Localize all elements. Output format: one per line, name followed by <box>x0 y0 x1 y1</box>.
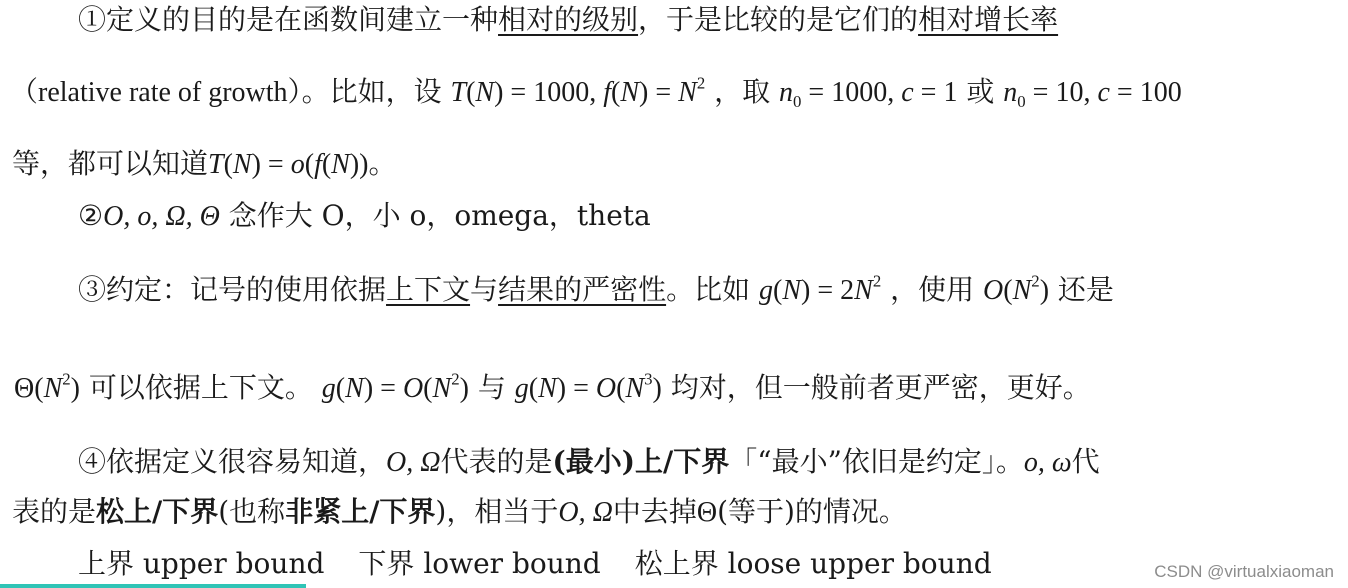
watermark: CSDN @virtualxiaoman <box>1154 562 1334 581</box>
exponent: 2 <box>1031 271 1040 291</box>
math-symbols: O, Ω <box>558 497 613 528</box>
math: ) = <box>639 77 679 108</box>
text: ，使用 <box>890 273 975 306</box>
math: = 100 <box>1109 77 1182 108</box>
text: 均对，但一般前者更严密，更好。 <box>670 371 1091 404</box>
term-loose-upper-bound: 松上界 loose upper bound <box>634 547 992 580</box>
subscript: 0 <box>1017 91 1026 111</box>
text: 与 <box>477 371 506 404</box>
paragraph-3-line-1 <box>78 272 1114 309</box>
paren: ( <box>773 275 783 306</box>
exponent: 2 <box>62 369 71 389</box>
paragraph-3-line-2 <box>14 370 1091 407</box>
math-N: N <box>854 275 873 306</box>
paren: ) <box>70 373 80 404</box>
paragraph-1-line-3 <box>12 146 397 183</box>
math-symbols: o, ω <box>1023 447 1072 478</box>
paragraph-4-line-1 <box>78 444 1100 481</box>
math-N: N <box>625 373 645 404</box>
math-n: n <box>779 77 794 108</box>
circled-number-2: ② <box>78 199 104 232</box>
exponent: 2 <box>872 271 882 291</box>
math-T: T <box>208 149 224 180</box>
text: 表的是 <box>12 495 97 528</box>
paragraph-1-line-2 <box>10 74 1182 111</box>
circled-number-1: ① <box>78 3 107 36</box>
circled-number-4: ④ <box>78 445 107 478</box>
math: ) = <box>251 149 291 180</box>
english-paren: （relative rate of growth） <box>10 77 302 108</box>
paren: ( <box>223 149 233 180</box>
term-lower-bound: 下界 lower bound <box>358 547 601 580</box>
underlined-term: 相对的级别 <box>498 3 639 36</box>
text: ，取 <box>714 75 771 108</box>
bold-term: (最小)上/下界 <box>552 445 730 478</box>
math: ) = 1000, <box>494 77 604 108</box>
paren: ( <box>528 373 539 404</box>
paragraph-2 <box>78 198 651 235</box>
text: 等，都可以知道 <box>12 147 209 180</box>
paren: ) <box>652 373 662 404</box>
underlined-term: 上下文 <box>386 273 471 306</box>
subscript: 0 <box>793 91 802 111</box>
math-N: N <box>620 77 639 108</box>
text: )，相当于 <box>435 495 559 528</box>
text: 。比如 <box>666 273 751 306</box>
math: ) = 2 <box>801 275 855 306</box>
text: 念作大 O，小 o，omega，theta <box>228 199 651 232</box>
math-c: c <box>1097 77 1110 108</box>
bold-term: 松上/下界 <box>96 495 219 528</box>
text: ，于是比较的是它们的 <box>638 3 919 36</box>
circled-number-3: ③ <box>78 273 107 306</box>
exponent: 2 <box>451 369 460 389</box>
text: 依据定义很容易知道， <box>106 445 387 478</box>
math-f: f <box>314 149 322 180</box>
math-N: N <box>538 373 557 404</box>
paren: ( <box>34 373 44 404</box>
text: 还是 <box>1057 273 1114 306</box>
math-N: N <box>475 77 495 108</box>
math-N: N <box>232 149 252 180</box>
paren: ( <box>335 373 346 404</box>
math-N: N <box>43 373 63 404</box>
underlined-term: 结果的严密性 <box>498 273 667 306</box>
math-T: T <box>450 77 467 108</box>
paren: ) <box>1039 275 1050 306</box>
math-n: n <box>1003 77 1018 108</box>
math-theta: Θ <box>696 497 718 528</box>
math-symbols: O, o, Ω, Θ <box>103 201 220 232</box>
term-upper-bound: 上界 upper bound <box>78 547 325 580</box>
math: = 1000, <box>801 77 902 108</box>
math-O: O <box>402 373 424 404</box>
paren: ( <box>1003 275 1013 306</box>
math-N: N <box>678 77 697 108</box>
text: 可以依据上下文。 <box>88 371 313 404</box>
math: = 1 <box>913 77 958 108</box>
math-N: N <box>331 149 350 180</box>
text: 代表的是 <box>440 445 553 478</box>
math-theta: Θ <box>14 373 35 404</box>
text: 与 <box>470 273 499 306</box>
math-g: g <box>514 373 529 404</box>
math-g: g <box>321 373 336 404</box>
math-c: c <box>901 77 914 108</box>
math-N: N <box>432 373 452 404</box>
text: 或 <box>966 75 995 108</box>
paragraph-4-line-2 <box>12 494 907 531</box>
text: (也称 <box>218 495 286 528</box>
accent-bar <box>0 584 306 588</box>
text: 约定：记号的使用依据 <box>106 273 387 306</box>
paren: ( <box>423 373 433 404</box>
math-f: f <box>603 77 611 108</box>
math-N: N <box>782 275 802 306</box>
math-o: o <box>290 149 305 180</box>
paren: ( <box>321 149 332 180</box>
math-N: N <box>1012 275 1032 306</box>
exponent: 2 <box>696 73 706 93</box>
text: 。 <box>368 147 397 180</box>
math: ) = <box>363 373 403 404</box>
math-N: N <box>345 373 364 404</box>
math: = 10, <box>1025 77 1098 108</box>
text: 中去掉 <box>612 495 697 528</box>
math-g: g <box>759 275 773 306</box>
paragraph-1-line-1 <box>78 2 1058 38</box>
paren: ( <box>616 373 626 404</box>
math-O: O <box>983 275 1004 306</box>
math-symbols: O, Ω <box>386 447 441 478</box>
math: ) = <box>556 373 596 404</box>
paren: ( <box>304 149 315 180</box>
text: 定义的目的是在函数间建立一种 <box>106 3 499 36</box>
paren: ( <box>610 77 621 108</box>
math-O: O <box>595 373 617 404</box>
text: 「“最小”依旧是约定」。 <box>729 445 1024 478</box>
exponent: 3 <box>644 369 653 389</box>
paren: ) <box>459 373 469 404</box>
underlined-term: 相对增长率 <box>918 3 1059 36</box>
text: 。比如，设 <box>301 75 442 108</box>
terms-line <box>78 546 992 582</box>
bold-term: 非紧上/下界 <box>285 495 436 528</box>
text: (等于)的情况。 <box>717 495 907 528</box>
paren: ( <box>466 77 476 108</box>
text: 代 <box>1071 445 1100 478</box>
paren: )) <box>349 149 369 180</box>
